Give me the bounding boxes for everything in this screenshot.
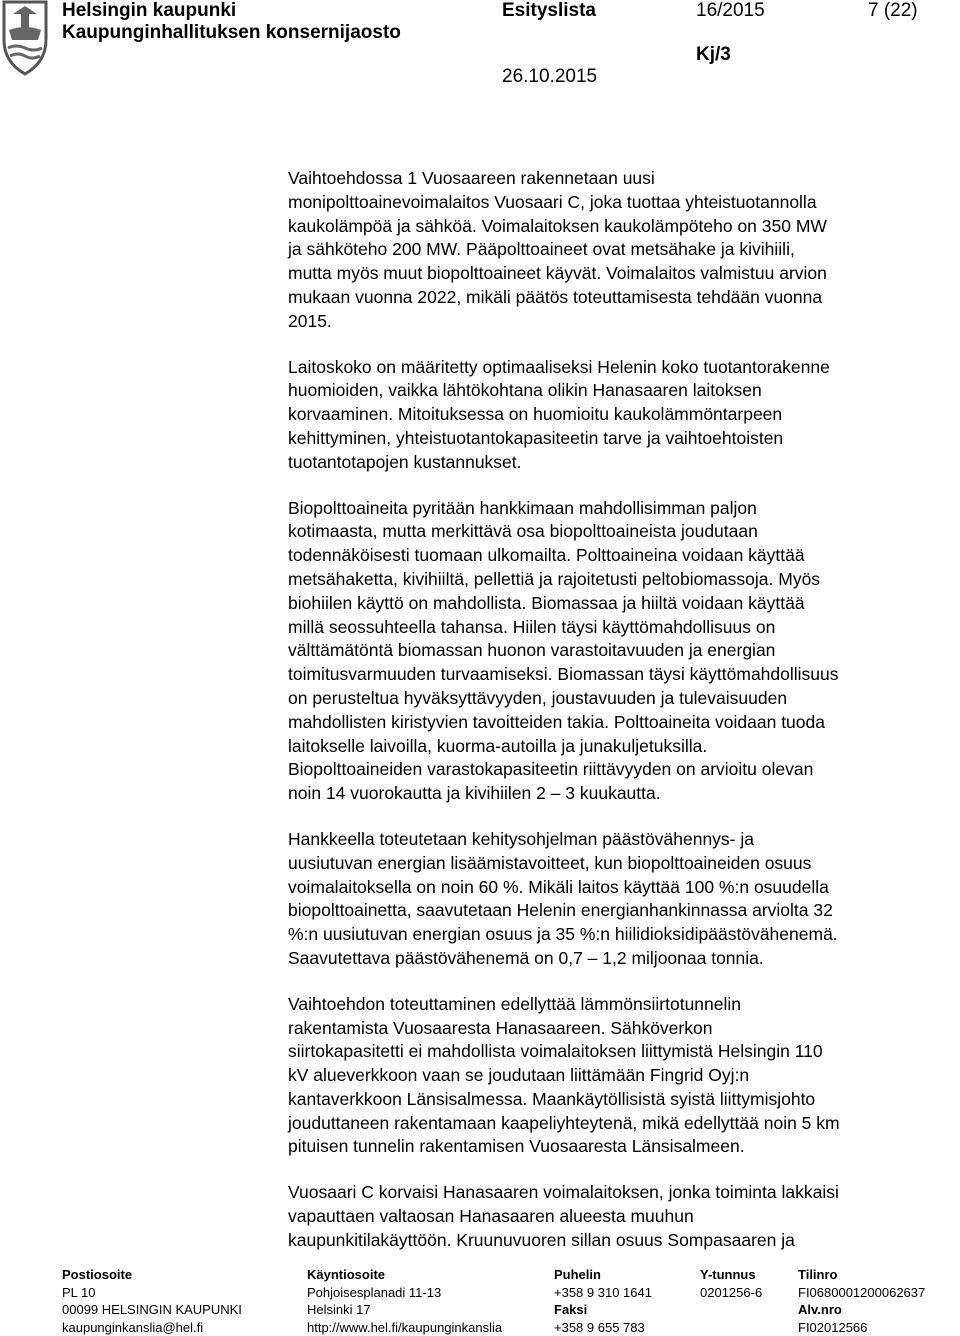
text-line: Biopolttoaineita pyritään hankkimaan mahdollisimman paljon bbox=[288, 497, 948, 521]
footer-column bbox=[554, 1266, 652, 1336]
footer-line: http://www.hel.fi/kaupunginkanslia bbox=[307, 1319, 502, 1336]
text-line: mukaan vuonna 2022, mikäli päätös toteuttamisesta tehdään vuonna bbox=[288, 286, 948, 310]
text-line: Biopolttoaineiden varastokapasiteetin riittävyyden on arvioitu olevan bbox=[288, 758, 948, 782]
text-line: monipolttoainevoimalaitos Vuosaari C, joka tuottaa yhteistuotannolla bbox=[288, 191, 948, 215]
text-line: Hankkeella toteutetaan kehitysohjelman päästövähennys- ja bbox=[288, 828, 948, 852]
text-line: mutta myös muut biopolttoaineet käyvät. Voimalaitos valmistuu arvion bbox=[288, 262, 948, 286]
footer-line: 00099 HELSINGIN KAUPUNKI bbox=[62, 1301, 242, 1319]
footer-label: Postiosoite bbox=[62, 1266, 242, 1284]
text-line: uusiutuvan energian lisäämistavoitteet, kun biopolttoaineiden osuus bbox=[288, 852, 948, 876]
body-paragraph bbox=[288, 356, 948, 475]
text-line: siirtokapasitetti ei mahdollista voimalaitoksen liittymistä Helsingin 110 bbox=[288, 1040, 948, 1064]
page-footer bbox=[0, 1266, 960, 1332]
text-line: biohiilen käyttö on mahdollista. Biomassaa ja hiiltä voidaan käyttää bbox=[288, 592, 948, 616]
footer-line: +358 9 310 1641 bbox=[554, 1284, 652, 1302]
text-line: huomioiden, vaikka lähtökohtana olikin Hanasaaren laitoksen bbox=[288, 379, 948, 403]
text-line: %:n uusiutuvan energian osuus ja 35 %:n hiilidioksidipäästövähenemä. bbox=[288, 923, 948, 947]
text-line: Vuosaari C korvaisi Hanasaaren voimalaitoksen, jonka toiminta lakkaisi bbox=[288, 1181, 948, 1205]
page-number: 7 (22) bbox=[868, 0, 918, 22]
footer-line: Alv.nro bbox=[798, 1301, 925, 1319]
text-line: metsähaketta, kivihiiltä, pellettiä ja rajoitetusti peltobiomassoja. Myös bbox=[288, 568, 948, 592]
text-line: Vaihtoehdon toteuttaminen edellyttää lämmönsiirtotunnelin bbox=[288, 993, 948, 1017]
text-line: biopolttoainetta, saavutetaan Helenin energianhankinnassa arviolta 32 bbox=[288, 899, 948, 923]
text-line: millä seossuhteella tahansa. Hiilen täysi käyttömahdollisuus on bbox=[288, 616, 948, 640]
footer-line: Pohjoisesplanadi 11-13 bbox=[307, 1284, 502, 1302]
text-line: välttämätöntä biomassan huonon varastoitavuuden ja energian bbox=[288, 639, 948, 663]
text-line: toimitusvarmuuden turvaamiseksi. Biomassan täysi käyttömahdollisuus bbox=[288, 663, 948, 687]
footer-line: Faksi bbox=[554, 1301, 652, 1319]
text-line: jouduttaneen rakentamaan kaapeliyhteytenä, mikä edellyttää noin 5 km bbox=[288, 1112, 948, 1136]
footer-line: PL 10 bbox=[62, 1284, 242, 1302]
footer-line: FI02012566 bbox=[798, 1319, 925, 1336]
agenda-item: Kj/3 bbox=[696, 44, 731, 66]
text-line: Laitoskoko on määritetty optimaaliseksi Helenin koko tuotantorakenne bbox=[288, 356, 948, 380]
footer-line: Helsinki 17 bbox=[307, 1301, 502, 1319]
text-line: noin 14 vuorokautta ja kivihiilen 2 – 3 kuukautta. bbox=[288, 782, 948, 806]
footer-column bbox=[700, 1266, 762, 1301]
footer-label: Tilinro bbox=[798, 1266, 925, 1284]
text-line: rakentamista Vuosaaresta Hanasaareen. Sähköverkon bbox=[288, 1017, 948, 1041]
footer-label: Puhelin bbox=[554, 1266, 652, 1284]
text-line: voimalaitoksella on noin 60 %. Mikäli laitos käyttää 100 %:n osuudella bbox=[288, 876, 948, 900]
body-paragraph bbox=[288, 167, 948, 334]
footer-column bbox=[62, 1266, 242, 1336]
text-line: Saavutettava päästövähenemä on 0,7 – 1,2 miljoonaa tonnia. bbox=[288, 947, 948, 971]
meeting-date: 26.10.2015 bbox=[502, 66, 597, 88]
text-line: laitokselle laivoilla, kuorma-autoilla ja junakuljetuksilla. bbox=[288, 735, 948, 759]
body-paragraph bbox=[288, 828, 948, 971]
document-body bbox=[288, 167, 948, 1275]
text-line: kaukolämpöä ja sähköä. Voimalaitoksen kaukolämpöteho on 350 MW bbox=[288, 215, 948, 239]
text-line: todennäköisesti tuomaan ulkomailta. Polttoaineina voidaan käyttää bbox=[288, 544, 948, 568]
footer-line: 0201256-6 bbox=[700, 1284, 762, 1302]
text-line: 2015. bbox=[288, 310, 948, 334]
text-line: ja sähköteho 200 MW. Pääpolttoaineet ovat metsähake ja kivihiili, bbox=[288, 238, 948, 262]
helsinki-crest-icon bbox=[0, 0, 50, 78]
body-paragraph bbox=[288, 1181, 948, 1252]
footer-line: kaupunginkanslia@hel.fi bbox=[62, 1319, 242, 1336]
doc-type: Esityslista bbox=[502, 0, 596, 22]
footer-line: FI0680001200062637 bbox=[798, 1284, 925, 1302]
org-name: Helsingin kaupunki bbox=[62, 0, 236, 22]
footer-column bbox=[307, 1266, 502, 1336]
text-line: kaupunkitilakäyttöön. Kruunuvuoren sillan osuus Sompasaaren ja bbox=[288, 1229, 948, 1253]
body-paragraph bbox=[288, 497, 948, 806]
text-line: pituisen tunnelin rakentamisen Vuosaaresta Länsisalmeen. bbox=[288, 1135, 948, 1159]
text-line: korvaaminen. Mitoituksessa on huomioitu kaukolämmöntarpeen bbox=[288, 403, 948, 427]
text-line: on perusteltua hyväksyttävyyden, joustavuuden ja tulevaisuuden bbox=[288, 687, 948, 711]
text-line: kotimaasta, mutta merkittävä osa biopolttoaineista joudutaan bbox=[288, 520, 948, 544]
text-line: mahdollisten kiristyvien tavoitteiden takia. Polttoaineita voidaan tuoda bbox=[288, 711, 948, 735]
footer-label: Käyntiosoite bbox=[307, 1266, 502, 1284]
doc-number: 16/2015 bbox=[696, 0, 765, 22]
body-paragraph bbox=[288, 993, 948, 1160]
text-line: kantaverkkoon Länsisalmessa. Maankäytöllisistä syistä liittymisjohto bbox=[288, 1088, 948, 1112]
text-line: kehittyminen, yhteistuotantokapasiteetin tarve ja vaihtoehtoisten bbox=[288, 427, 948, 451]
text-line: vapauttaen valtaosan Hanasaaren alueesta muuhun bbox=[288, 1205, 948, 1229]
committee-name: Kaupunginhallituksen konsernijaosto bbox=[62, 22, 401, 44]
footer-line: +358 9 655 783 bbox=[554, 1319, 652, 1336]
text-line: kV alueverkkoon vaan se joudutaan liittämään Fingrid Oyj:n bbox=[288, 1064, 948, 1088]
footer-label: Y-tunnus bbox=[700, 1266, 762, 1284]
text-line: tuotantotapojen kustannukset. bbox=[288, 451, 948, 475]
footer-column bbox=[798, 1266, 925, 1336]
text-line: Vaihtoehdossa 1 Vuosaareen rakennetaan uusi bbox=[288, 167, 948, 191]
